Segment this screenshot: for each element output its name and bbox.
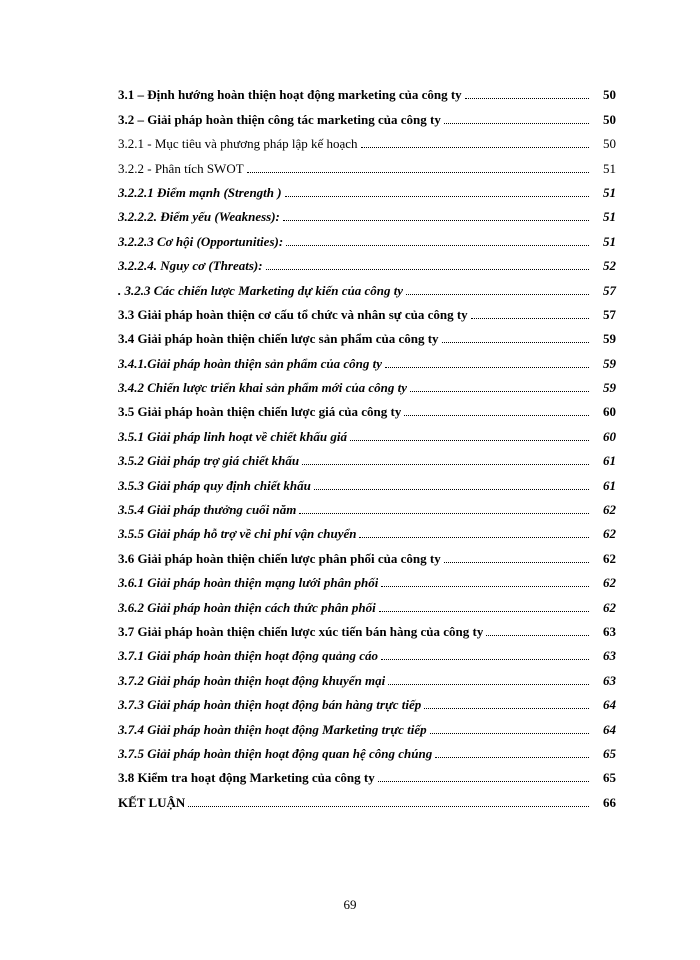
toc-entry-title: . 3.2.3 Các chiến lược Marketing dự kiến của công ty xyxy=(118,282,404,298)
toc-dot-leader xyxy=(302,464,589,465)
toc-dot-leader xyxy=(486,635,589,636)
toc-entry-title: 3.7.2 Giải pháp hoàn thiện hoạt động khuyến mại xyxy=(118,672,386,688)
toc-entry[interactable] xyxy=(118,566,616,590)
toc-entry-title: 3.3 Giải pháp hoàn thiện cơ cấu tổ chức và nhân sự của công ty xyxy=(118,306,468,322)
toc-dot-leader xyxy=(381,586,589,587)
toc-entry-page: 51 xyxy=(603,184,616,200)
toc-entry[interactable] xyxy=(118,468,616,492)
toc-entry-page: 51 xyxy=(603,209,616,225)
toc-entry-title: 3.5.5 Giải pháp hỗ trợ về chi phí vận chuyển xyxy=(118,526,357,542)
toc-entry-page: 50 xyxy=(603,136,616,152)
toc-entry-title: KẾT LUẬN xyxy=(118,794,186,810)
toc-entry[interactable] xyxy=(118,78,616,102)
toc-entry-page: 50 xyxy=(603,87,616,103)
toc-entry-page: 62 xyxy=(603,575,616,591)
toc-entry-page: 64 xyxy=(603,721,616,737)
toc-entry[interactable] xyxy=(118,444,616,468)
toc-entry[interactable] xyxy=(118,371,616,395)
toc-entry-title: 3.5.3 Giải pháp quy định chiết khấu xyxy=(118,477,311,493)
toc-entry-title: 3.6.2 Giải pháp hoàn thiện cách thức phân phối xyxy=(118,599,376,615)
toc-entry-title: 3.2.2.3 Cơ hội (Opportunities): xyxy=(118,233,284,249)
toc-entry-page: 59 xyxy=(603,355,616,371)
toc-entry-title: 3.7 Giải pháp hoàn thiện chiến lược xúc tiến bán hàng của công ty xyxy=(118,623,484,639)
toc-entry-title: 3.5.2 Giải pháp trợ giá chiết khấu xyxy=(118,453,300,469)
toc-entry-title: 3.6 Giải pháp hoàn thiện chiến lược phân phối của công ty xyxy=(118,550,441,566)
toc-dot-leader xyxy=(286,245,589,246)
toc-entry-page: 60 xyxy=(603,428,616,444)
toc-dot-leader xyxy=(444,123,589,124)
toc-entry-title: 3.8 Kiểm tra hoạt động Marketing của công ty xyxy=(118,770,375,786)
toc-dot-leader xyxy=(430,733,589,734)
toc-entry-page: 51 xyxy=(603,233,616,249)
page-number: 69 xyxy=(343,897,357,912)
toc-entry-title: 3.1 – Định hướng hoàn thiện hoạt động marketing của công ty xyxy=(118,87,462,103)
toc-entry[interactable] xyxy=(118,298,616,322)
toc-dot-leader xyxy=(379,611,589,612)
toc-entry[interactable] xyxy=(118,224,616,248)
toc-entry[interactable] xyxy=(118,615,616,639)
toc-entry[interactable] xyxy=(118,127,616,151)
toc-dot-leader xyxy=(385,367,589,368)
toc-entry[interactable] xyxy=(118,590,616,614)
toc-entry-page: 57 xyxy=(603,282,616,298)
toc-dot-leader xyxy=(444,562,589,563)
toc-dot-leader xyxy=(378,781,589,782)
toc-entry[interactable] xyxy=(118,102,616,126)
toc-entry-title: 3.5.1 Giải pháp linh hoạt về chiết khấu giá xyxy=(118,428,347,444)
toc-entry-page: 59 xyxy=(603,380,616,396)
toc-entry-page: 61 xyxy=(603,453,616,469)
toc-entry[interactable] xyxy=(118,249,616,273)
toc-entry[interactable] xyxy=(118,541,616,565)
toc-dot-leader xyxy=(350,440,589,441)
toc-entry-page: 62 xyxy=(603,526,616,542)
toc-dot-leader xyxy=(465,98,589,99)
toc-entry-page: 63 xyxy=(603,648,616,664)
toc-dot-leader xyxy=(406,294,589,295)
toc-dot-leader xyxy=(404,415,589,416)
toc-entry-page: 62 xyxy=(603,550,616,566)
toc-entry-page: 62 xyxy=(603,502,616,518)
toc-entry-title: 3.2.2.4. Nguy cơ (Threats): xyxy=(118,258,263,274)
toc-dot-leader xyxy=(247,172,589,173)
toc-entry-page: 52 xyxy=(603,258,616,274)
toc-entry[interactable] xyxy=(118,151,616,175)
toc-entry[interactable] xyxy=(118,346,616,370)
toc-dot-leader xyxy=(410,391,589,392)
toc-entry-title: 3.2.2.1 Điểm mạnh (Strength ) xyxy=(118,184,282,200)
toc-entry[interactable] xyxy=(118,639,616,663)
toc-dot-leader xyxy=(424,708,589,709)
toc-entry-title: 3.2.2 - Phân tích SWOT xyxy=(118,160,244,176)
toc-entry-title: 3.7.5 Giải pháp hoàn thiện hoạt động quan hệ công chúng xyxy=(118,745,433,761)
toc-entry-page: 50 xyxy=(603,111,616,127)
toc-entry[interactable] xyxy=(118,517,616,541)
toc-entry-page: 60 xyxy=(603,404,616,420)
toc-entry-page: 62 xyxy=(603,599,616,615)
toc-entry[interactable] xyxy=(118,176,616,200)
toc-entry-title: 3.4.1.Giải pháp hoàn thiện sản phẩm của công ty xyxy=(118,355,383,371)
toc-entry-page: 65 xyxy=(603,745,616,761)
toc-dot-leader xyxy=(285,196,589,197)
toc-dot-leader xyxy=(266,269,589,270)
toc-entry-page: 59 xyxy=(603,331,616,347)
toc-entry[interactable] xyxy=(118,200,616,224)
toc-entry[interactable] xyxy=(118,761,616,785)
toc-entry[interactable] xyxy=(118,395,616,419)
table-of-contents xyxy=(118,78,616,810)
toc-entry-title: 3.2 – Giải pháp hoàn thiện công tác marketing của công ty xyxy=(118,111,441,127)
toc-entry[interactable] xyxy=(118,322,616,346)
toc-entry-title: 3.5.4 Giải pháp thưởng cuối năm xyxy=(118,502,297,518)
toc-dot-leader xyxy=(299,513,589,514)
toc-entry[interactable] xyxy=(118,419,616,443)
toc-entry[interactable] xyxy=(118,688,616,712)
toc-dot-leader xyxy=(435,757,589,758)
toc-entry[interactable] xyxy=(118,493,616,517)
toc-dot-leader xyxy=(314,489,589,490)
toc-entry-page: 63 xyxy=(603,672,616,688)
toc-entry-page: 66 xyxy=(603,794,616,810)
toc-dot-leader xyxy=(388,684,589,685)
toc-entry[interactable] xyxy=(118,712,616,736)
toc-entry-page: 51 xyxy=(603,160,616,176)
toc-entry-title: 3.7.3 Giải pháp hoàn thiện hoạt động bán hàng trực tiếp xyxy=(118,697,422,713)
toc-entry-title: 3.7.4 Giải pháp hoàn thiện hoạt động Marketing trực tiếp xyxy=(118,721,427,737)
toc-dot-leader xyxy=(359,537,589,538)
toc-dot-leader xyxy=(188,806,589,807)
toc-dot-leader xyxy=(283,220,589,221)
toc-entry-title: 3.4.2 Chiến lược triển khai sản phẩm mới của công ty xyxy=(118,380,407,396)
toc-entry-page: 57 xyxy=(603,306,616,322)
toc-entry-page: 65 xyxy=(603,770,616,786)
toc-entry-page: 63 xyxy=(603,623,616,639)
toc-entry[interactable] xyxy=(118,737,616,761)
toc-entry-title: 3.2.2.2. Điểm yếu (Weakness): xyxy=(118,209,280,225)
toc-entry[interactable] xyxy=(118,273,616,297)
toc-entry-title: 3.7.1 Giải pháp hoàn thiện hoạt động quảng cáo xyxy=(118,648,379,664)
toc-dot-leader xyxy=(471,318,589,319)
toc-dot-leader xyxy=(442,342,589,343)
toc-entry[interactable] xyxy=(118,785,616,809)
toc-entry-title: 3.4 Giải pháp hoàn thiện chiến lược sản phẩm của công ty xyxy=(118,331,439,347)
toc-entry[interactable] xyxy=(118,663,616,687)
toc-dot-leader xyxy=(381,659,589,660)
toc-entry-page: 64 xyxy=(603,697,616,713)
toc-entry-page: 61 xyxy=(603,477,616,493)
toc-entry-title: 3.6.1 Giải pháp hoàn thiện mạng lưới phân phối xyxy=(118,575,379,591)
toc-dot-leader xyxy=(361,147,589,148)
toc-entry-title: 3.5 Giải pháp hoàn thiện chiến lược giá của công ty xyxy=(118,404,402,420)
toc-entry-title: 3.2.1 - Mục tiêu và phương pháp lập kế hoạch xyxy=(118,136,358,152)
